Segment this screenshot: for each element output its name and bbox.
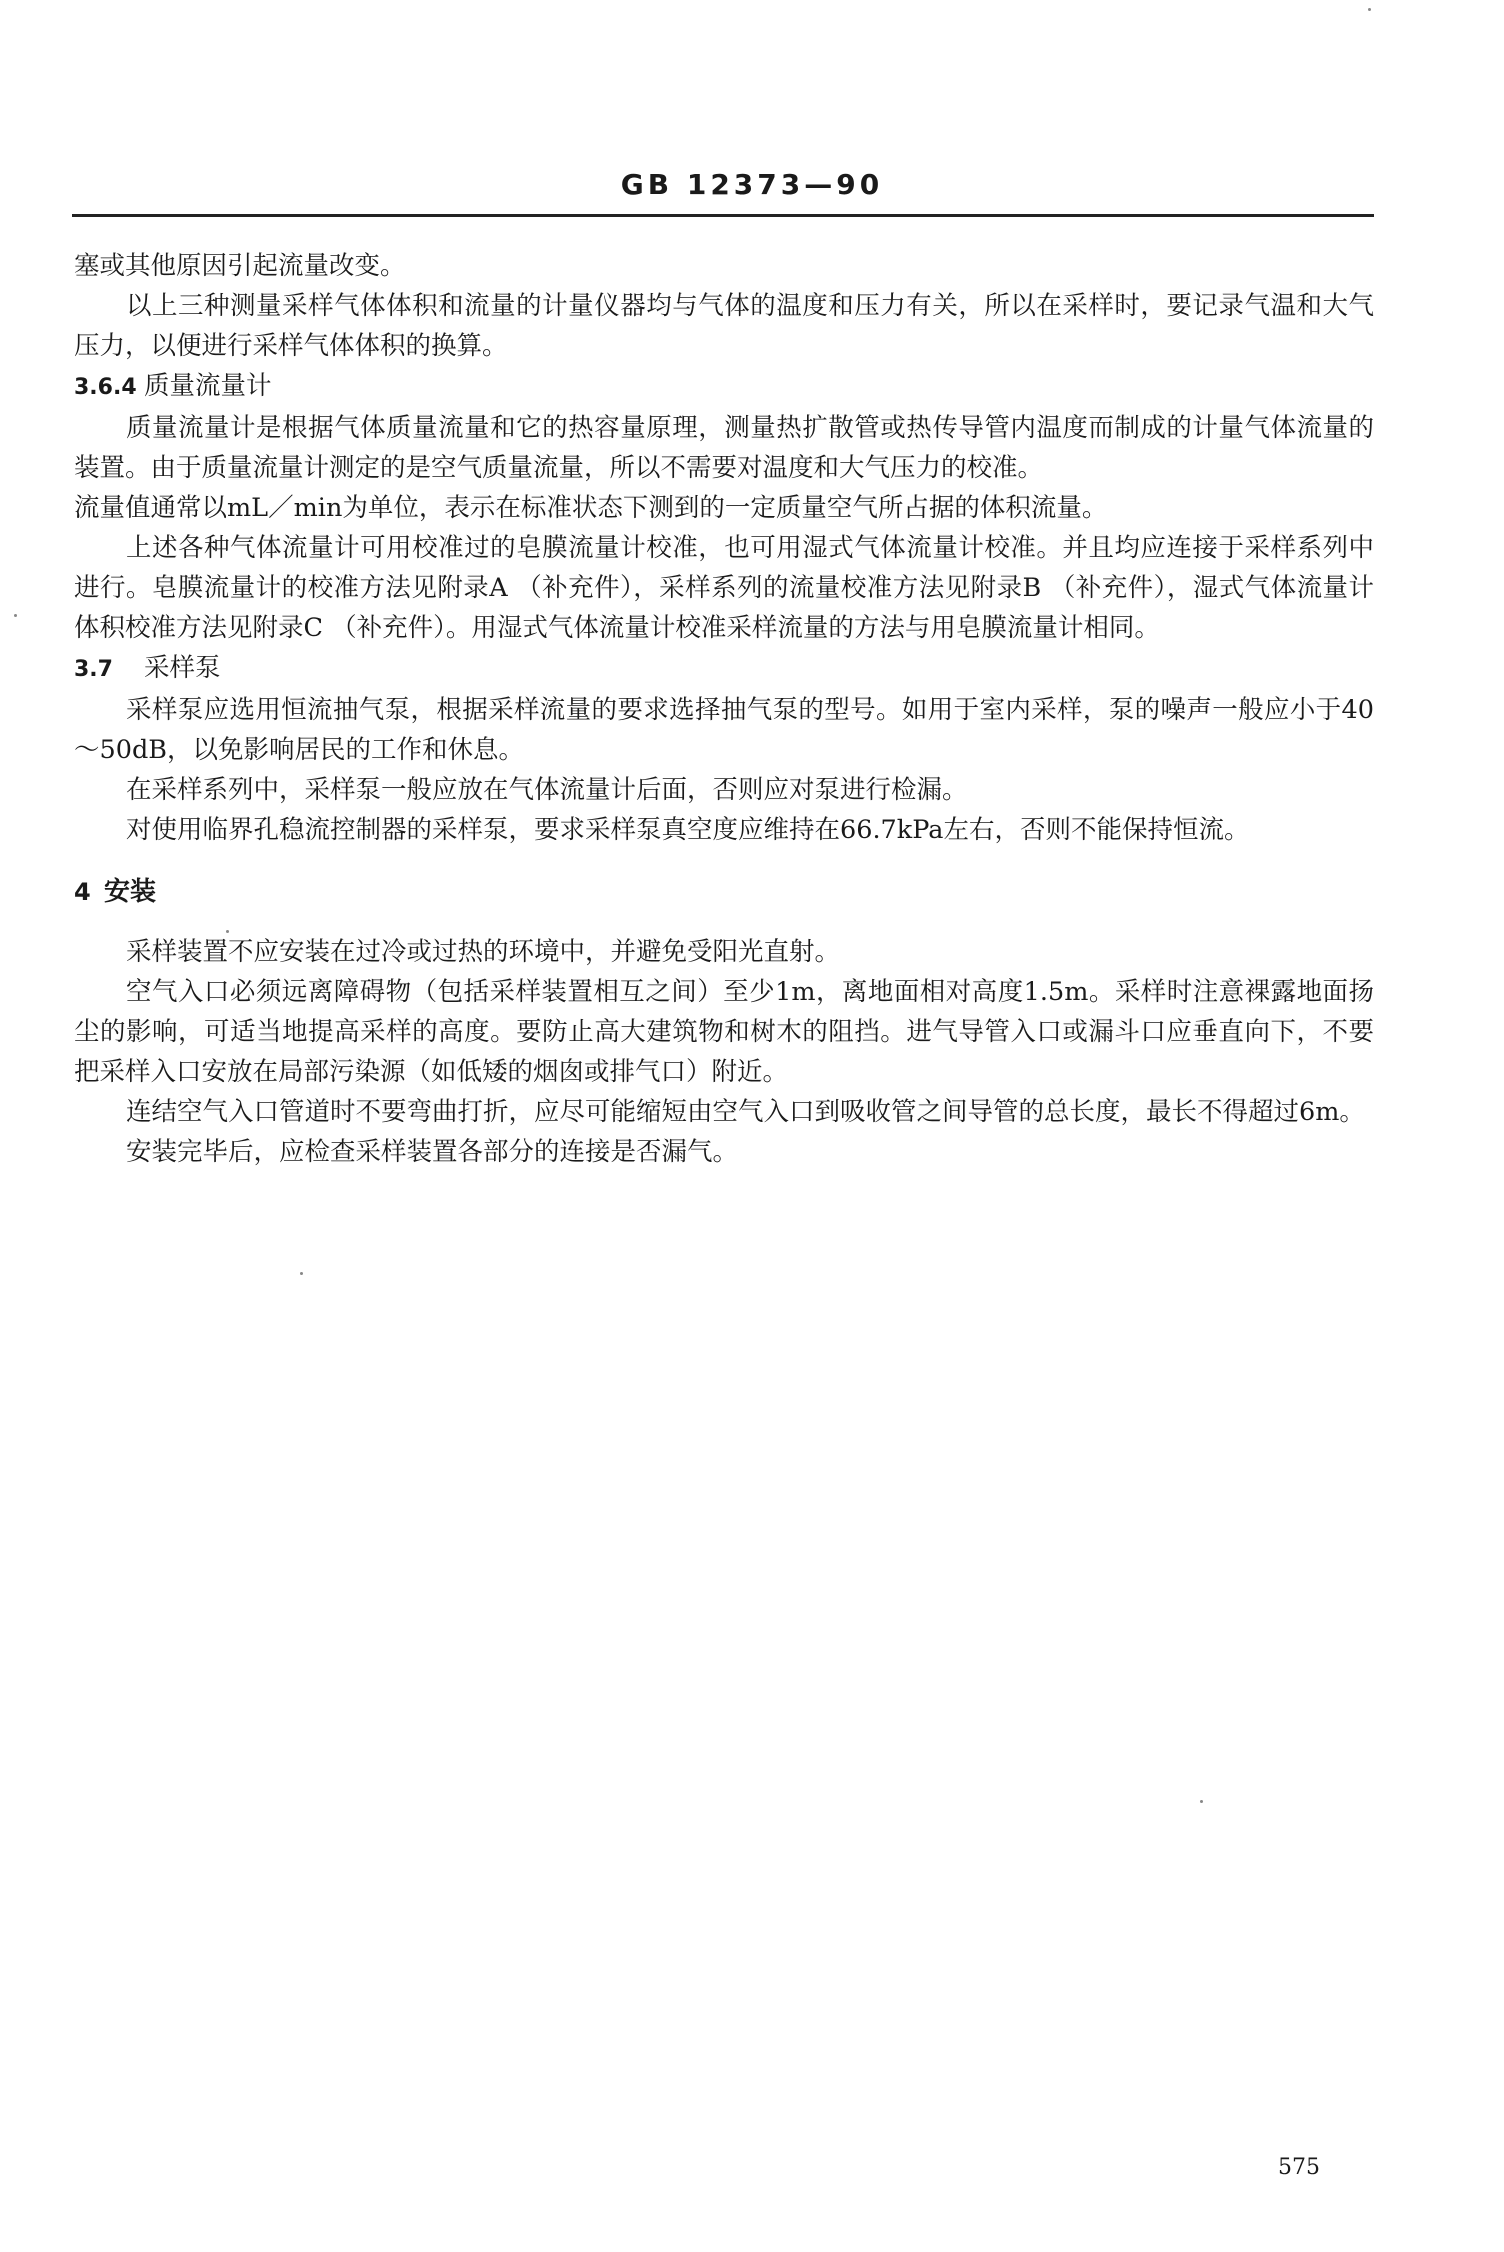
section-heading-3-7 bbox=[74, 648, 1374, 690]
paragraph: 上述各种气体流量计可用校准过的皂膜流量计校准，也可用湿式气体流量计校准。并且均应连接于采样系列中进行。皂膜流量计的校准方法见附录A （补充件），采样系列的流量校准方法见附录B （补充件），湿式气体流量计体积校准方法见附录C （补充件）。用湿式气体流量计校准采样流量的方法与用皂膜流量计相同。 bbox=[74, 533, 1374, 643]
paragraph: 塞或其他原因引起流量改变。 bbox=[74, 251, 406, 281]
section-heading-3-6-4 bbox=[74, 366, 1374, 408]
section-number: 4 bbox=[74, 878, 91, 906]
scan-speck bbox=[14, 614, 17, 617]
paragraph: 以上三种测量采样气体体积和流量的计量仪器均与气体的温度和压力有关，所以在采样时，要记录气温和大气压力，以便进行采样气体体积的换算。 bbox=[74, 291, 1374, 361]
paragraph: 流量值通常以mL／min为单位，表示在标准状态下测到的一定质量空气所占据的体积流量。 bbox=[74, 493, 1108, 523]
scan-speck bbox=[1200, 1800, 1203, 1803]
scan-speck bbox=[226, 930, 229, 933]
body-text bbox=[74, 246, 1374, 1172]
paragraph: 质量流量计是根据气体质量流量和它的热容量原理，测量热扩散管或热传导管内温度而制成的计量气体流量的装置。由于质量流量计测定的是空气质量流量，所以不需要对温度和大气压力的校准。 bbox=[74, 413, 1374, 483]
paragraph: 采样泵应选用恒流抽气泵，根据采样流量的要求选择抽气泵的型号。如用于室内采样，泵的噪声一般应小于40～50dB，以免影响居民的工作和休息。 bbox=[74, 695, 1374, 765]
section-title: 安装 bbox=[104, 877, 157, 907]
paragraph: 安装完毕后，应检查采样装置各部分的连接是否漏气。 bbox=[126, 1137, 739, 1167]
section-title: 质量流量计 bbox=[144, 371, 272, 401]
paragraph: 采样装置不应安装在过冷或过热的环境中，并避免受阳光直射。 bbox=[126, 937, 841, 967]
section-title: 采样泵 bbox=[144, 653, 221, 683]
scan-speck bbox=[300, 1272, 303, 1275]
paragraph: 对使用临界孔稳流控制器的采样泵，要求采样泵真空度应维持在66.7kPa左右，否则不能保持恒流。 bbox=[126, 815, 1250, 845]
paragraph: 在采样系列中，采样泵一般应放在气体流量计后面，否则应对泵进行检漏。 bbox=[126, 775, 968, 805]
paragraph: 空气入口必须远离障碍物（包括采样装置相互之间）至少1m，离地面相对高度1.5m。采样时注意裸露地面扬尘的影响，可适当地提高采样的高度。要防止高大建筑物和树木的阻挡。进气导管入口或漏斗口应垂直向下，不要把采样入口安放在局部污染源（如低矮的烟囱或排气口）附近。 bbox=[74, 977, 1374, 1087]
page-number: 575 bbox=[1278, 2155, 1320, 2180]
section-number: 3.7 bbox=[74, 657, 113, 682]
scan-speck bbox=[1368, 8, 1371, 11]
page-header-standard-number: GB 12373—90 bbox=[620, 168, 884, 201]
header-rule bbox=[72, 214, 1374, 217]
paragraph: 连结空气入口管道时不要弯曲打折，应尽可能缩短由空气入口到吸收管之间导管的总长度，最长不得超过6m。 bbox=[126, 1097, 1365, 1127]
section-heading-4 bbox=[74, 872, 1374, 912]
section-number: 3.6.4 bbox=[74, 375, 137, 400]
